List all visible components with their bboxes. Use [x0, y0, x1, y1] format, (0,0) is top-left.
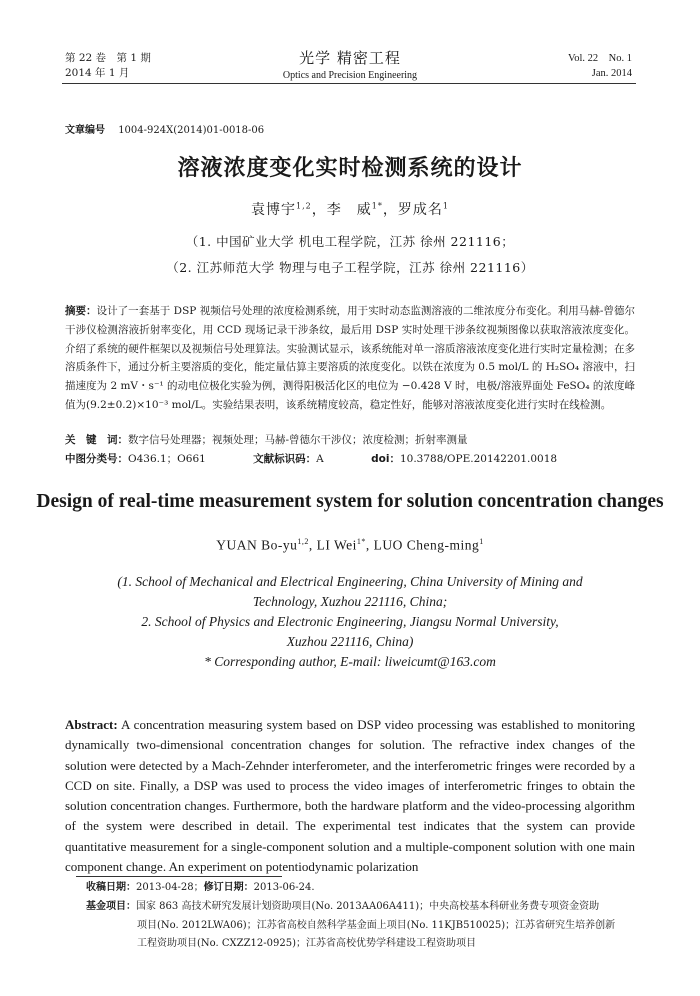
- authors-en: [0, 537, 700, 554]
- journal-title-en: Optics and Precision Engineering: [282, 70, 418, 81]
- affiliation-cn-2: （2. 江苏师范大学 物理与电子工程学院，江苏 徐州 221116）: [166, 260, 534, 275]
- received-value: 2013-04-28；: [136, 882, 204, 893]
- header-date-en: Jan. 2014: [591, 68, 632, 79]
- received-label: 收稿日期：: [86, 882, 136, 893]
- affiliation-en-1: (1. School of Mechanical and Electrical Engineering, China University of Mining and: [117, 574, 583, 589]
- doc-code-value: A: [316, 453, 324, 465]
- title-en: Design of real-time measurement system for solution concentration changes: [36, 491, 664, 512]
- keywords-cn-text: 数字信号处理器；视频处理；马赫-曾德尔干涉仪；浓度检测；折射率测量: [128, 434, 468, 446]
- footnote-dates: [86, 879, 636, 898]
- title-cn: 溶液浓度变化实时检测系统的设计: [177, 156, 523, 181]
- classification-line: [65, 451, 635, 466]
- footnote-funding: [86, 898, 636, 954]
- author-cn-2: ，李 威: [311, 202, 372, 218]
- affiliation-cn-1: （1. 中国矿业大学 机电工程学院，江苏 徐州 221116；: [185, 234, 515, 249]
- author-cn-3-sup: 1: [442, 201, 449, 211]
- header-volume-en: Vol. 22 No. 1: [568, 53, 632, 64]
- author-en-1: YUAN Bo-yu: [216, 537, 298, 553]
- header-date-cn: 2014 年 1 月: [65, 67, 130, 79]
- keywords-cn: [65, 432, 635, 447]
- abstract-cn: [65, 302, 635, 415]
- doi-value: 10.3788/OPE.20142201.0018: [399, 453, 558, 465]
- affiliation-en-2: 2. School of Physics and Electronic Engineering, Jiangsu Normal University,: [141, 614, 559, 629]
- revised-label: 修订日期：: [203, 882, 254, 893]
- abstract-en-label: Abstract:: [65, 717, 118, 732]
- affiliation-en-2b: Xuzhou 221116, China): [286, 634, 414, 649]
- author-en-1-sup: 1,2: [297, 537, 309, 546]
- author-cn-2-sup: 1*: [371, 201, 383, 211]
- author-en-3: , LUO Cheng-ming: [365, 537, 480, 553]
- header-volume-info-en: [568, 51, 632, 81]
- keywords-cn-label: 关 键 词：: [65, 434, 128, 446]
- fund-line-1: 国家 863 高技术研究发展计划资助项目(No. 2013AA06A411)；中央高校基本科研业务费专项资金资助: [136, 901, 600, 912]
- header-volume-cn: 第 22 卷 第 1 期: [65, 52, 151, 64]
- affiliation-en-1b: Technology, Xuzhou 221116, China;: [252, 594, 448, 609]
- fund-label: 基金项目：: [86, 901, 136, 912]
- abstract-en: [65, 715, 635, 877]
- class-label: 中图分类号：: [65, 453, 128, 465]
- fund-line-2: 项目(No. 2012LWA06)；江苏省高校自然科学基金面上项目(No. 11KJB510025)；江苏省研究生培养创新: [137, 919, 616, 931]
- abstract-cn-label: 摘要：: [65, 305, 97, 317]
- author-cn-1: 袁博宇: [251, 202, 297, 218]
- abstract-cn-text: 设计了一套基于 DSP 视频信号处理的浓度检测系统，用于实时动态监测溶液的二维浓度分布变化。利用马赫-曾德尔干涉仪检测溶液折射率变化，用 CCD 现场记录干涉条纹，最后用 DSP 实时处理干涉条纹视频图像以获取溶液浓度变化。介绍了系统的硬件框架以及视频信号处理算法。实验测试显示，该系统能对单一溶质溶液浓度变化进行实时定量检测；在多溶质条件下，通过分析主要溶质的变化，能定量估算主要溶质的浓度变化。以铁在浓度为 0.5 mol/L 的 H₂SO₄ 溶液中，扫描速度为 2 mV・s⁻¹ 的动电位极化实验为例，测得阳极活化区的电位为 −0.428 V 时，电极/溶液界面处 FeSO₄ 的浓度峰值为(9.2±0.2)×10⁻³ mol/L。实验结果表明，该系统精度较高，稳定性好，能够对溶液浓度变化进行实时在线检测。: [65, 305, 635, 411]
- author-en-2: , LI Wei: [308, 537, 357, 553]
- author-en-2-sup: 1*: [356, 537, 366, 546]
- revised-value: 2013-06-24.: [253, 882, 315, 893]
- article-number: [65, 121, 264, 136]
- article-number-label: 文章编号: [65, 125, 105, 136]
- article-number-value: 1004-924X(2014)01-0018-06: [118, 125, 265, 136]
- fund-line-3: 工程资助项目(No. CXZZ12-0925)；江苏省高校优势学科建设工程资助项目: [137, 938, 476, 949]
- header-rule: [62, 83, 636, 84]
- journal-title-cn: 光学 精密工程: [299, 49, 401, 67]
- footnote-rule: [76, 876, 282, 877]
- doi-label: doi：: [371, 453, 400, 465]
- class-value: O436.1；O661: [128, 453, 206, 465]
- author-en-3-sup: 1: [479, 537, 484, 546]
- corresponding-author: * Corresponding author, E-mail: liweicumt@163.com: [204, 654, 496, 669]
- doc-code-label: 文献标识码：: [253, 453, 317, 465]
- author-cn-3: ，罗成名: [382, 202, 443, 218]
- author-cn-1-sup: 1,2: [296, 201, 312, 211]
- abstract-en-text: A concentration measuring system based on DSP video processing was established to monitoring dynamically two-dimensional concentration changes for solution. The refractive index changes of the solution were detected by a Mach-Zehnder interferometer, and the interferometric fringes were recorded by a CCD on site. Finally, a DSP was used to process the video images of interferometric fringes to obtain the solution concentration changes. Furthermore, both the hardware platform and the video-processing algorithm of the system were described in detail. The experimental test indicates that the system can provide quantitative measurement for a single-component solution and a multiple-component solution with one main component change. An experiment on potentiodynamic polarization: [65, 717, 635, 875]
- authors-cn: [0, 199, 700, 219]
